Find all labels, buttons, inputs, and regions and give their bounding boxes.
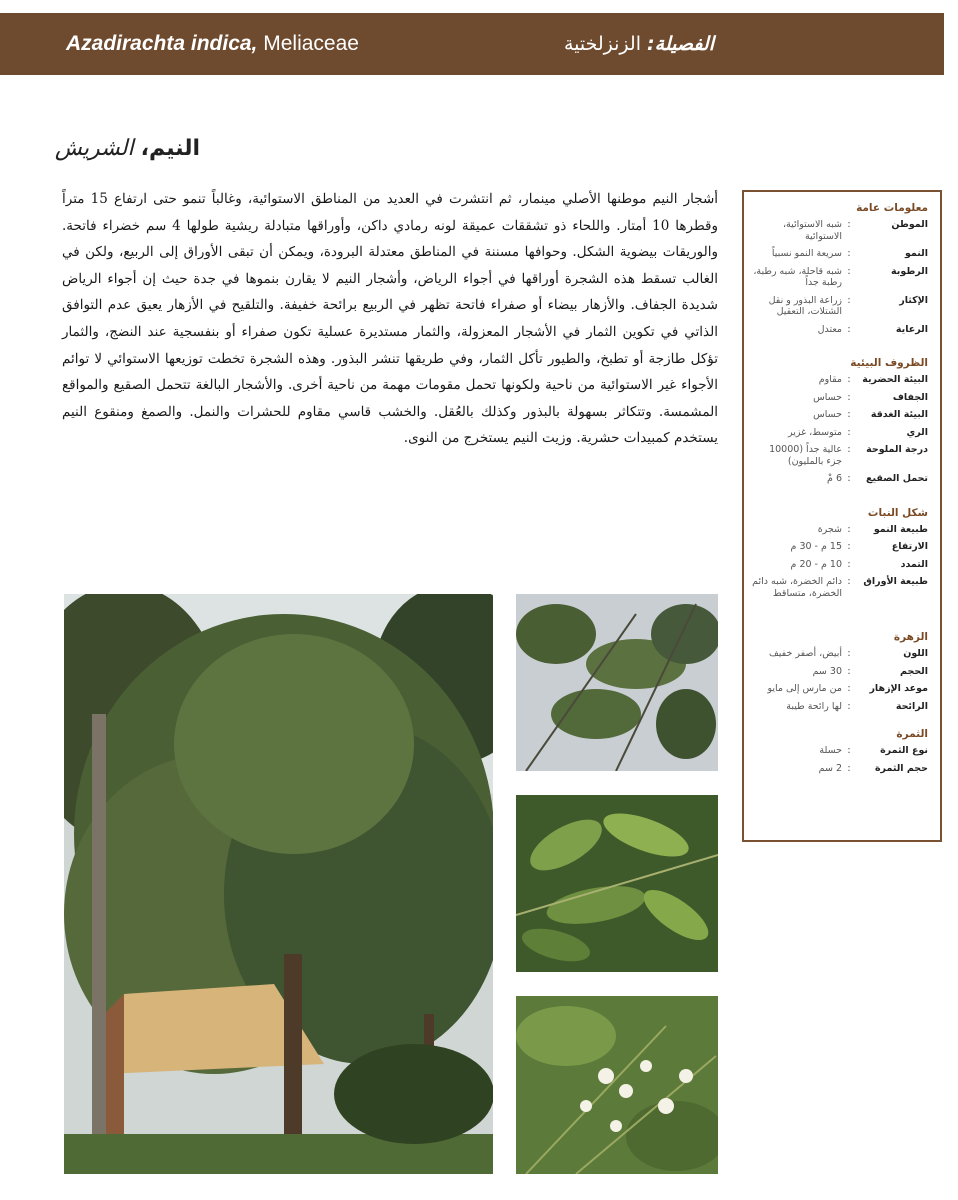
info-row <box>752 541 928 553</box>
info-key: التمدد <box>900 558 928 570</box>
info-value: معتدل <box>817 323 842 335</box>
info-key: البيئة الغدقة <box>870 409 928 420</box>
info-row <box>752 763 928 775</box>
info-value: شبه الاستوائية، الاستوائية <box>782 219 842 242</box>
info-value: عالية جداً (10000 جزء بالمليون) <box>769 444 842 467</box>
info-row <box>752 701 928 713</box>
info-section-title: معلومات عامة <box>856 202 928 214</box>
info-key: اللون <box>903 648 928 659</box>
info-row <box>752 266 928 289</box>
family-latin: Meliaceae <box>263 32 359 55</box>
info-separator: : <box>847 444 851 455</box>
info-value: حساس <box>813 391 842 403</box>
leaves-closeup-photo <box>516 795 718 972</box>
info-separator: : <box>847 541 851 552</box>
family-label: الفصيلة: <box>647 33 714 55</box>
info-row <box>752 473 928 485</box>
info-key: الإكثار <box>899 294 928 306</box>
info-key: الجفاف <box>892 391 928 403</box>
info-separator: : <box>847 374 851 385</box>
info-value: 6 مْ <box>827 473 842 484</box>
page-title <box>55 136 200 161</box>
info-separator: : <box>847 558 851 570</box>
info-row <box>752 666 928 678</box>
info-value: لها رائحة طيبة <box>786 700 842 712</box>
info-section <box>752 357 928 485</box>
info-key: الرعاية <box>895 323 928 335</box>
info-separator: : <box>847 294 851 306</box>
scientific-name <box>66 13 359 75</box>
family-arabic-heading <box>564 13 714 75</box>
info-value: شجرة <box>817 523 842 535</box>
info-key: درجة الملوحة <box>866 444 928 455</box>
info-row <box>752 444 928 467</box>
info-key: الموطن <box>891 219 928 230</box>
info-row <box>752 745 928 757</box>
info-separator: : <box>847 665 851 677</box>
info-separator: : <box>847 265 851 277</box>
info-separator: : <box>847 426 851 438</box>
info-row <box>752 559 928 571</box>
info-separator: : <box>847 762 851 774</box>
info-section <box>752 728 928 774</box>
info-value: من مارس إلى مايو <box>767 683 842 694</box>
species-name: Azadirachta indica, <box>66 32 258 55</box>
info-key: البيئة الحضرية <box>862 374 928 385</box>
info-value: مقاوم <box>818 374 842 385</box>
info-separator: : <box>847 248 851 259</box>
info-separator: : <box>847 648 851 659</box>
info-key: الري <box>906 426 928 438</box>
info-separator: : <box>847 683 851 694</box>
info-key: طبيعة الأوراق <box>863 576 928 587</box>
info-value: 10 م - 20 م <box>790 558 842 570</box>
info-separator: : <box>847 700 851 712</box>
info-row <box>752 427 928 439</box>
family-arabic: الزنزلختية <box>563 33 641 55</box>
info-key: نوع الثمرة <box>880 745 928 756</box>
info-separator: : <box>847 409 851 420</box>
info-section <box>752 631 928 712</box>
info-value: دائم الخضرة، شبه دائم الخضرة، متساقط <box>752 576 842 599</box>
info-key: تحمل الصقيع <box>866 473 928 484</box>
info-section-title: الثمرة <box>896 728 928 740</box>
info-separator: : <box>847 219 851 230</box>
info-row <box>752 683 928 695</box>
info-row <box>752 524 928 536</box>
info-value: زراعة البذور و نقل الشتلات، التعقيل <box>768 294 842 317</box>
info-key: الارتفاع <box>891 541 928 552</box>
info-row <box>752 576 928 599</box>
info-value: حساس <box>813 409 842 420</box>
info-key: موعد الإزهار <box>869 683 928 694</box>
info-value: أبيض، أصفر خفيف <box>768 648 842 659</box>
info-row <box>752 648 928 660</box>
info-value: 15 م - 30 م <box>790 541 842 552</box>
info-key: حجم الثمرة <box>874 762 928 774</box>
info-separator: : <box>847 523 851 535</box>
title-main: النيم، <box>140 136 200 161</box>
info-separator: : <box>847 391 851 403</box>
info-value: حسلة <box>819 745 842 756</box>
description-paragraph: أشجار النيم موطنها الأصلي مينمار، ثم انتشرت في العديد من المناطق الاستوائية، وغالباً تنمو حتى ارتفاع 15 متراً وقطرها 10 أمتار. واللحاء ذو تشققات عميقة لونه رمادي داكن، وأوراقها متبادلة ريشية طولها 4 سم خضراء فاتحة. والوريقات بيضوية الشكل. وحوافها مسننة في المناطق معتدلة البرودة، ويمكن أن تبقى الأوراق إلى الربيع، ولكن في الغالب تسقط هذه الشجرة أوراقها في أجواء الرياض، وأشجار النيم لا يقارن بنموها في جدة حيث إن أجواء الرياض شديدة الجفاف. والأزهار بيضاء أو صفراء فاتحة تظهر في الربيع برائحة خفيفة. والتلقيح في الأزهار يعيق عدم التوافق الذاتي في تكوين الثمار في الأشجار المعزولة، والثمار مستديرة عسلية تكون صفراء أو بنفسجية عند النضج، والثمار تؤكل طازجة أو تطبخ، والطيور تأكل الثمار، وفي طريقها تنشر البذور. وهذه الشجرة تخطت توزيعها الاستوائي لا توائم الأجواء غير الاستوائية من ناحية ولكونها تحمل مقومات مهمة من ناحية أخرى. والأشجار البالغة تتحمل الصقيع والمواقع المشمسة. وتتكاثر بسهولة بالبذور وكذلك بالعُقل. والخشب قاسي مقاوم للحشرات والنمل. والصمغ ومنقوع النيم يستخدم كمبيدات حشرية. وزيت النيم يستخرج من النوى. <box>62 191 718 447</box>
info-row <box>752 219 928 242</box>
info-sidebar <box>742 190 942 842</box>
info-row <box>752 409 928 421</box>
info-separator: : <box>847 576 851 587</box>
header-bar <box>0 13 944 75</box>
info-key: النمو <box>904 248 928 259</box>
info-section-title: الزهرة <box>893 631 928 643</box>
flowers-photo <box>516 996 718 1174</box>
info-section-title: شكل النبات <box>867 506 928 519</box>
info-separator: : <box>847 473 851 484</box>
info-row <box>752 324 928 336</box>
info-value: سريعة النمو نسبياً <box>771 248 842 259</box>
info-section <box>752 202 928 335</box>
info-row <box>752 392 928 404</box>
info-key: الرطوبة <box>891 265 928 277</box>
info-row <box>752 295 928 318</box>
info-row <box>752 374 928 386</box>
info-key: طبيعة النمو <box>873 523 928 535</box>
info-key: الحجم <box>900 665 928 677</box>
info-key: الرائحة <box>895 700 928 712</box>
leaves-sky-photo <box>516 594 718 771</box>
title-alt: الشريش <box>54 136 134 161</box>
info-value: 2 سم <box>818 762 842 774</box>
info-section-title: الظروف البيئية <box>850 357 928 369</box>
info-value: 30 سم <box>812 665 842 677</box>
info-separator: : <box>847 323 851 335</box>
info-section <box>752 507 928 600</box>
info-separator: : <box>847 745 851 756</box>
tree-photo <box>64 594 493 1174</box>
info-row <box>752 248 928 260</box>
info-value: شبه قاحلة، شبه رطبة، رطبة جداً <box>753 265 842 288</box>
info-value: متوسط، غزير <box>787 426 842 438</box>
